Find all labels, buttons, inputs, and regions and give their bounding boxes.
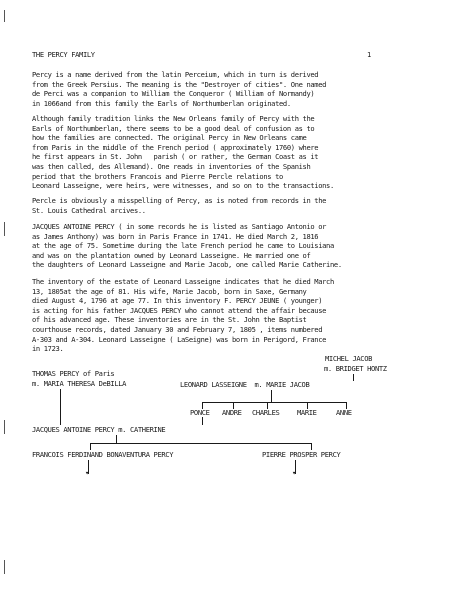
paragraph-origin — [32, 70, 437, 108]
text-line: in 1723. — [32, 344, 64, 354]
text-line: he first appears in St. John parish ( or rather, the German Coast as it — [32, 152, 319, 162]
tree-child: CHARLES — [252, 408, 280, 417]
text-line: Percy is a name derived from the latin Perceium, which in turn is derived — [32, 70, 319, 79]
tree-child: ANNE — [336, 408, 352, 417]
text-line: of his advanced age. These inventories are in the St. John the Baptist — [32, 315, 307, 325]
tree-connector — [202, 402, 347, 403]
tree-jacques-catherine: JACQUES ANTOINE PERCY m. CATHERINE — [32, 425, 166, 434]
tree-child: MARIE — [297, 408, 317, 417]
text-line: the daughters of Leonard Lasseigne and Marie Jacob, one called Marie Catherine. — [32, 260, 342, 270]
text-line: The inventory of the estate of Leonard Lasseigne indicates that he died March — [32, 277, 334, 286]
text-line: in 1066and from this family the Earls of Northumberlan originated. — [32, 98, 291, 108]
text-line: at the age of 75. Sometime during the late French period he came to Louisiana — [32, 241, 334, 251]
text-line: from Paris in the middle of the French period ( approximately 1760) where — [32, 142, 319, 152]
tree-child: PONCE — [190, 408, 210, 417]
tree-connector — [60, 389, 61, 425]
tree-child: ANDRE — [222, 408, 242, 417]
paragraph-percle — [32, 196, 437, 215]
text-line: Although family tradition links the New Orleans family of Percy with the — [32, 114, 315, 123]
down-arrow-icon: ▾ — [85, 469, 89, 477]
tree-connector — [271, 390, 272, 402]
text-line: how the families are connected. The original Percy in New Orleans came — [32, 133, 307, 143]
tree-connector — [311, 443, 312, 450]
down-arrow-icon: ▾ — [292, 469, 296, 477]
margin-mark — [4, 420, 5, 434]
page-title: THE PERCY FAMILY — [32, 50, 95, 59]
tree-connector — [90, 443, 312, 444]
paragraph-tradition — [32, 114, 437, 191]
text-line: is acting for his father JACQUES PERCY who cannot attend the affair because — [32, 305, 327, 315]
text-line: JACQUES ANTOINE PERCY ( in some records he is listed as Santiago Antonio or — [32, 222, 327, 231]
text-line: courthouse records, dated January 30 and February 7, 1805 , items numbered — [32, 324, 323, 334]
tree-connector — [90, 443, 91, 450]
text-line: 13, 1805at the age of 81. His wife, Marie Jacob, born in Saxe, Germany — [32, 286, 307, 296]
text-line: Leonard Lasseigne, were heirs, were witnesses, and so on to the transactions. — [32, 181, 334, 191]
tree-michel-jacob: MICHEL JACOB — [325, 354, 373, 363]
tree-maria-debilla: m. MARIA THERESA DeBILLA — [32, 379, 127, 388]
text-line: was then called, des Allemand). One reads in inventories of the Spanish — [32, 161, 311, 171]
tree-francois: FRANCOIS FERDINAND BONAVENTURA PERCY — [32, 450, 174, 459]
text-line: St. Louis Cathedral arcives.. — [32, 205, 146, 215]
tree-connector — [202, 417, 203, 425]
text-line: and was on the plantation owned by Leonard Lasseigne. He married one of — [32, 250, 311, 260]
text-line: from the Greek Persius. The meaning is the "Destroyer of cities". One named — [32, 79, 327, 89]
margin-mark — [4, 222, 5, 236]
text-line: died August 4, 1796 at age 77. In this inventory F. PERCY JEUNE ( younger) — [32, 296, 323, 306]
paragraph-jacques — [32, 222, 437, 270]
text-line: Earls of Northumberlan, there seems to be a good deal of confusion as to — [32, 123, 315, 133]
text-line: A-303 and A-304. Leonard Lasseigne ( LaSeigne) was born in Perigord, France — [32, 334, 327, 344]
tree-thomas-percy: THOMAS PERCY of Paris — [32, 369, 115, 378]
margin-mark — [4, 10, 5, 22]
margin-mark — [4, 560, 5, 574]
text-line: as James Anthony) was born in Paris France in 1741. He died March 2, 1816 — [32, 231, 319, 241]
paragraph-inventory — [32, 277, 437, 354]
tree-bridget-hontz: m. BRIDGET HONTZ — [324, 364, 387, 373]
tree-leonard-marie: LEONARD LASSEIGNE m. MARIE JACOB — [180, 380, 310, 389]
text-line: Percle is obviously a misspelling of Percy, as is noted from records in the — [32, 196, 327, 205]
text-line: period that the brothers Francois and Pierre Percle relations to — [32, 171, 283, 181]
text-line: de Perci was a companion to William the Conqueror ( William of Normandy) — [32, 89, 315, 99]
tree-connector — [353, 374, 354, 381]
tree-pierre: PIERRE PROSPER PERCY — [262, 450, 341, 459]
tree-connector — [116, 435, 117, 443]
page-number: 1 — [367, 50, 371, 59]
